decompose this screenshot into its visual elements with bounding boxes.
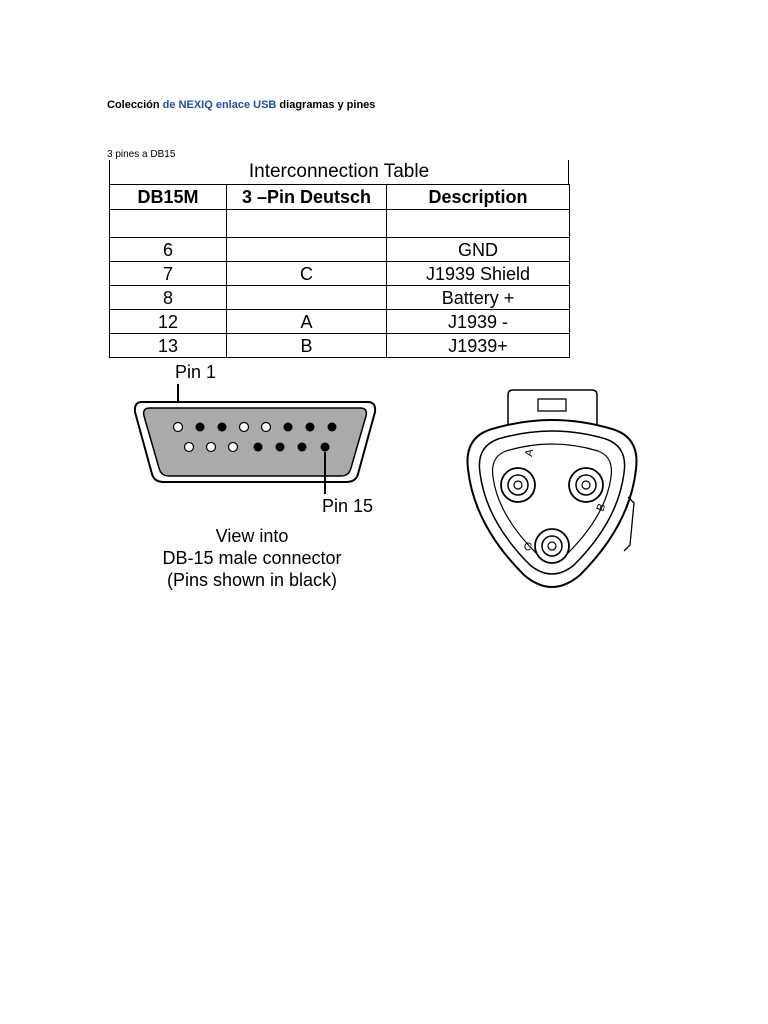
cell-deutsch bbox=[227, 238, 387, 262]
table-row bbox=[110, 286, 570, 310]
header-db15m: DB15M bbox=[110, 185, 227, 210]
header-deutsch: 3 –Pin Deutsch bbox=[227, 185, 387, 210]
db15-connector-diagram bbox=[130, 360, 390, 600]
cell-db15m bbox=[110, 210, 227, 238]
caption-line-1: View into bbox=[215, 526, 289, 546]
latch-window bbox=[538, 399, 566, 411]
cell-description: J1939 Shield bbox=[387, 262, 570, 286]
cell-description: Battery + bbox=[387, 286, 570, 310]
table-row bbox=[110, 210, 570, 238]
heading-link[interactable]: de NEXIQ enlace USB bbox=[162, 99, 277, 111]
cell-deutsch bbox=[227, 286, 387, 310]
pin-empty bbox=[262, 423, 271, 432]
pin-empty bbox=[185, 443, 194, 452]
socket-c bbox=[535, 529, 569, 563]
table-row bbox=[110, 310, 570, 334]
pin-filled bbox=[276, 443, 285, 452]
caption-line-3: (Pins shown in black) bbox=[166, 570, 338, 590]
pin-empty bbox=[174, 423, 183, 432]
header-description: Description bbox=[387, 185, 570, 210]
cell-db15m: 13 bbox=[110, 334, 227, 358]
pin-filled bbox=[306, 423, 315, 432]
pin15-label: Pin 15 bbox=[322, 496, 374, 516]
heading-prefix: Colección bbox=[107, 99, 160, 111]
cavity-label-c: C bbox=[522, 540, 534, 554]
cavity-label-a: A bbox=[523, 448, 537, 458]
table-row bbox=[110, 238, 570, 262]
pin-filled bbox=[298, 443, 307, 452]
section-subtitle: 3 pines a DB15 bbox=[107, 149, 176, 160]
cell-db15m: 12 bbox=[110, 310, 227, 334]
cell-deutsch bbox=[227, 210, 387, 238]
interconnection-table bbox=[109, 160, 569, 358]
pin-empty bbox=[240, 423, 249, 432]
interconnection-grid bbox=[109, 184, 570, 358]
pin-empty bbox=[229, 443, 238, 452]
caption-line-2: DB-15 male connector bbox=[162, 548, 342, 568]
pin-filled bbox=[284, 423, 293, 432]
pin-filled bbox=[196, 423, 205, 432]
cell-db15m: 7 bbox=[110, 262, 227, 286]
heading-suffix: diagramas y pines bbox=[279, 99, 376, 111]
pin-filled bbox=[321, 443, 330, 452]
table-row bbox=[110, 262, 570, 286]
socket-a bbox=[501, 468, 535, 502]
socket-b bbox=[569, 468, 603, 502]
pin-filled bbox=[254, 443, 263, 452]
document-heading bbox=[107, 99, 375, 111]
pin-filled bbox=[218, 423, 227, 432]
table-title: Interconnection Table bbox=[109, 160, 569, 184]
cell-deutsch: B bbox=[227, 334, 387, 358]
deutsch-connector-diagram bbox=[460, 385, 640, 600]
cell-description: J1939 - bbox=[387, 310, 570, 334]
cell-deutsch: C bbox=[227, 262, 387, 286]
connector-face bbox=[144, 408, 367, 476]
table-header-row bbox=[110, 185, 570, 210]
cell-description bbox=[387, 210, 570, 238]
pin-empty bbox=[207, 443, 216, 452]
cell-db15m: 8 bbox=[110, 286, 227, 310]
cell-description: GND bbox=[387, 238, 570, 262]
pin1-label: Pin 1 bbox=[175, 362, 217, 382]
cell-description: J1939+ bbox=[387, 334, 570, 358]
cell-db15m: 6 bbox=[110, 238, 227, 262]
cavity-label-b: B bbox=[594, 502, 609, 514]
cell-deutsch: A bbox=[227, 310, 387, 334]
table-row bbox=[110, 334, 570, 358]
pin-filled bbox=[328, 423, 337, 432]
